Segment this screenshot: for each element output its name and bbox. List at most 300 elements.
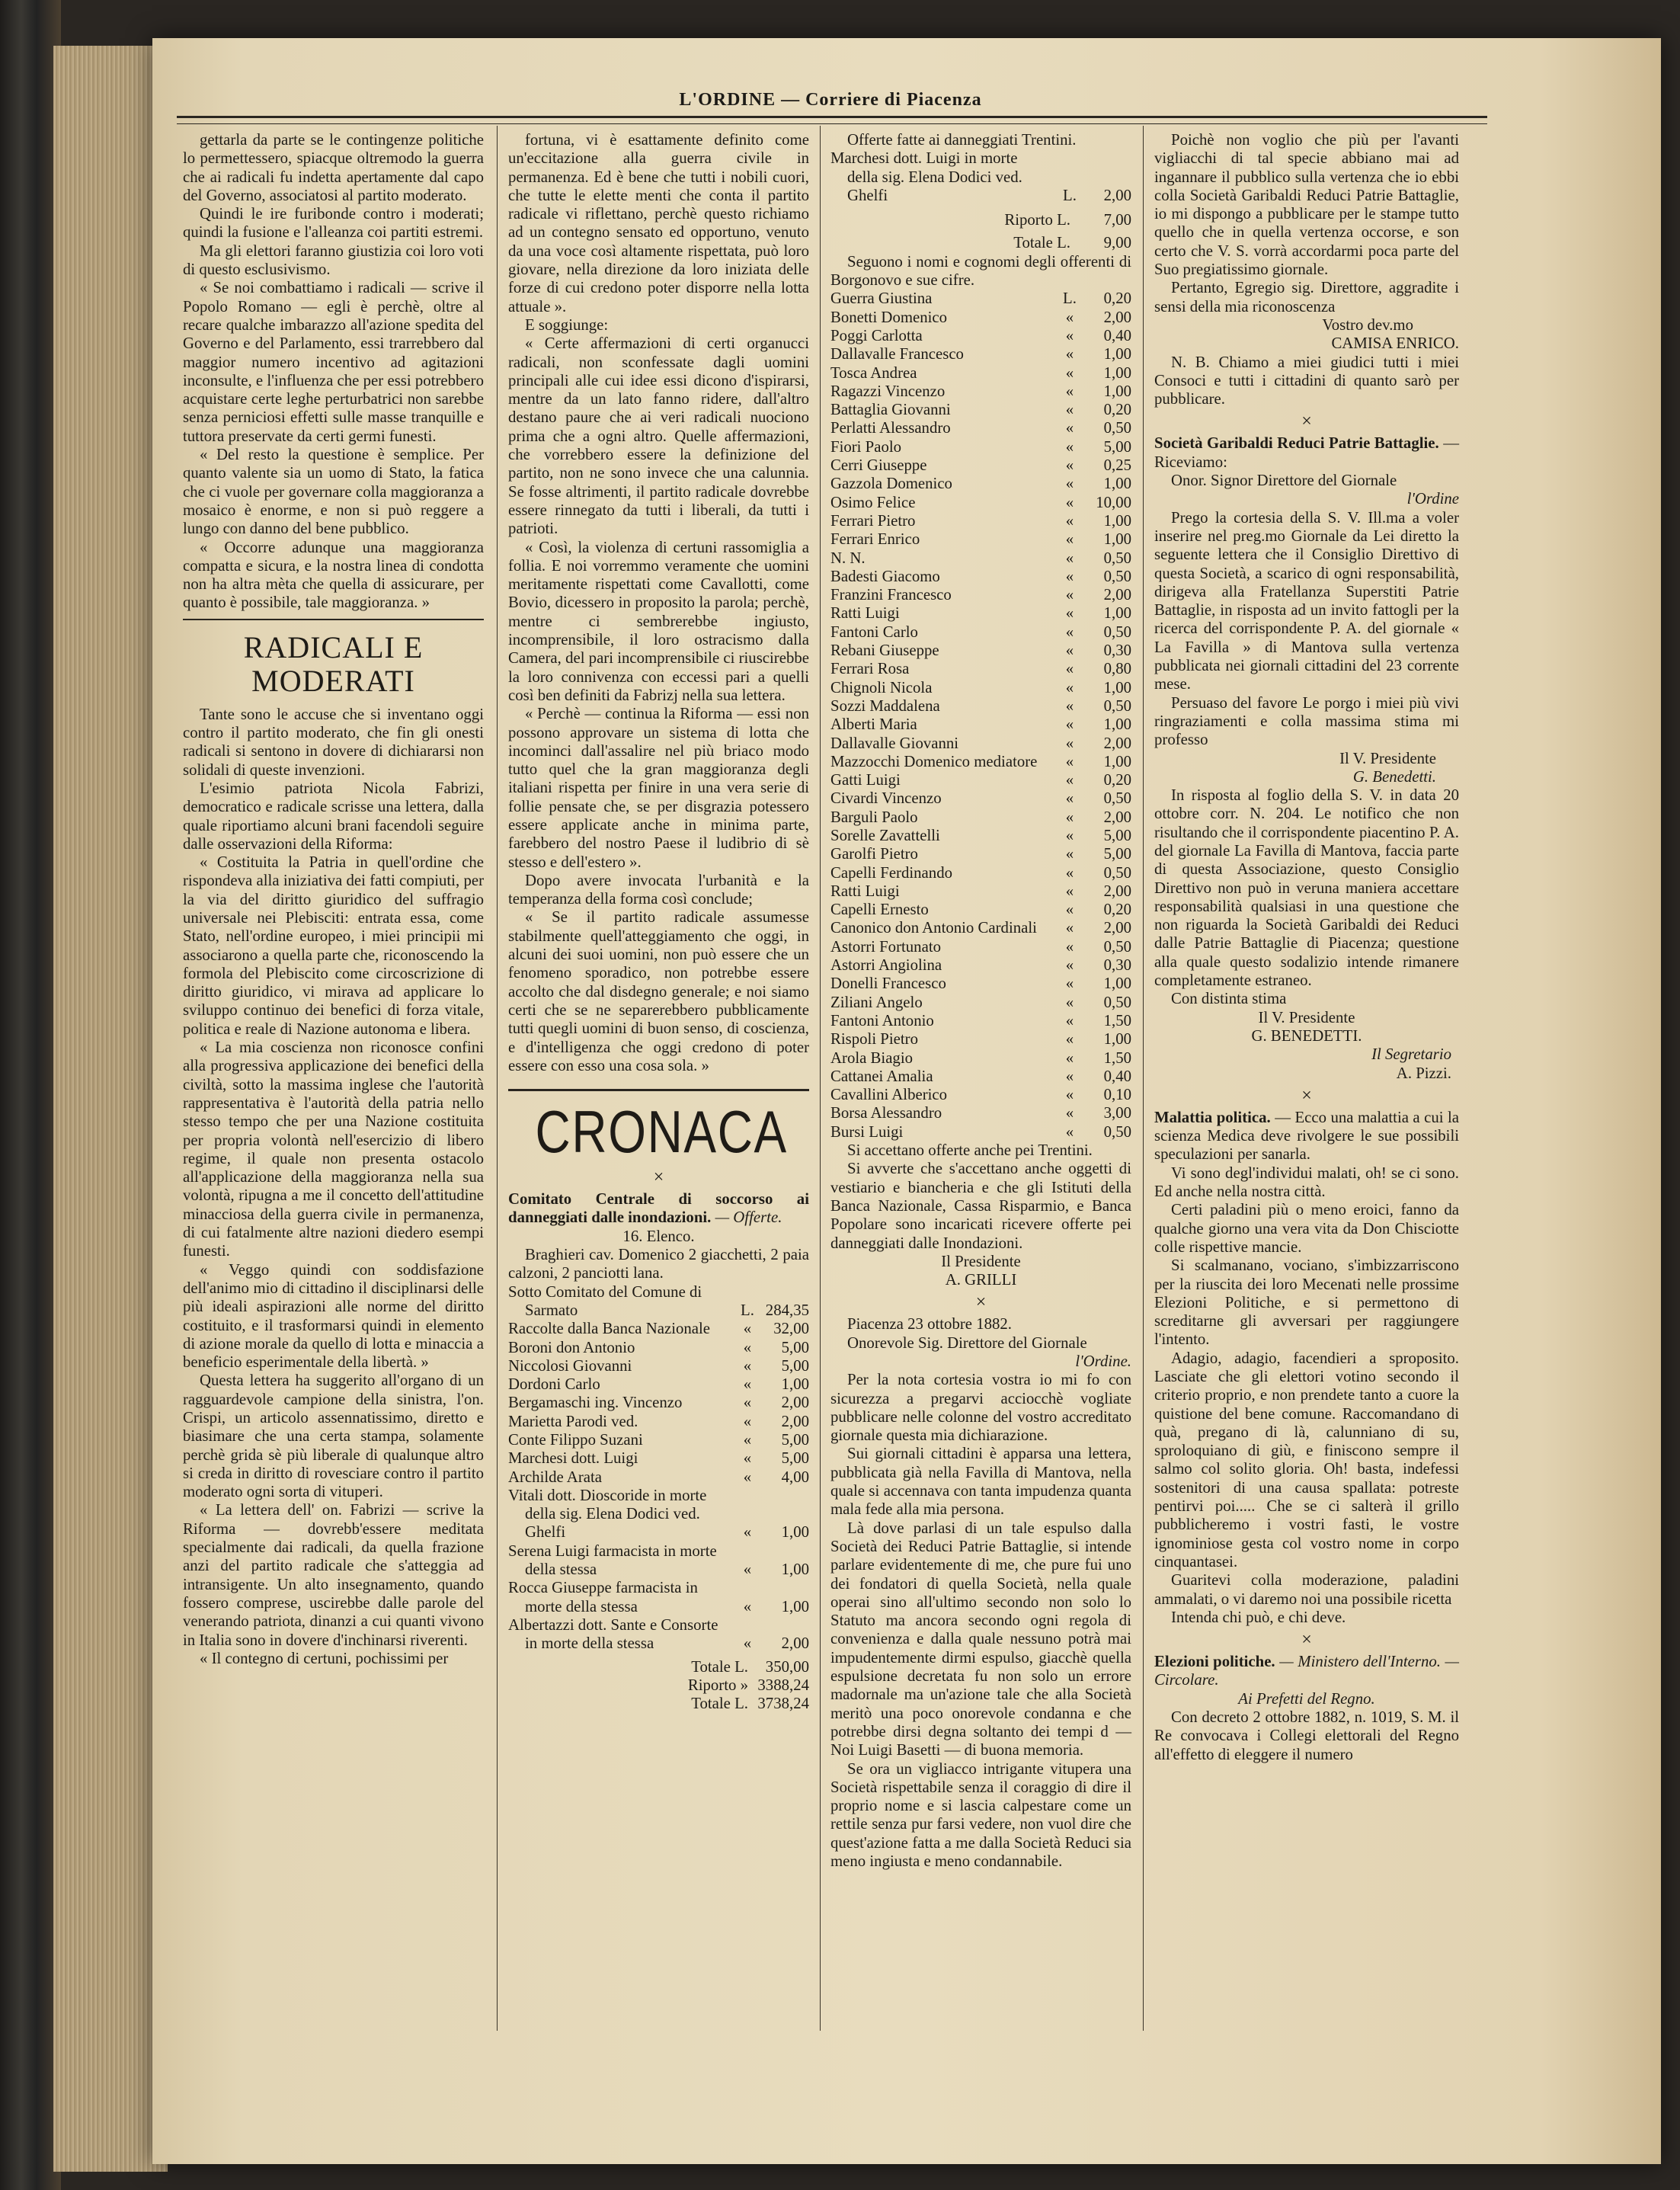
item-name: Perlatti Alessandro [830, 419, 951, 437]
currency-mark: « [1065, 567, 1074, 585]
paragraph: Vi sono degl'individui malati, oh! se ci sono. Ed anche nella nostra città. [1154, 1164, 1459, 1201]
item-amount: 2,00 [1103, 808, 1131, 826]
currency-mark: « [743, 1394, 752, 1412]
totals-list [508, 1658, 809, 1714]
currency-mark: « [743, 1597, 752, 1615]
item-amount: 0,50 [1103, 419, 1131, 437]
column-divider [1143, 126, 1144, 2031]
paragraph: « Occorre adunque una maggioranza compatta e sicura, e la nostra linea di condotta non ha altra mèta che quella di assicurare, per quanto è possibile, tale maggioranza. » [183, 538, 484, 612]
ai-prefetti: Ai Prefetti del Regno. [1238, 1689, 1375, 1708]
item-name: Badesti Giacomo [830, 567, 940, 585]
item-amount: 1,00 [1103, 382, 1131, 400]
nb-note: N. B. Chiamo a miei giudici tutti i miei Consoci e tutti i cittadini di quanto sarò per pubblicare. [1154, 353, 1459, 408]
list-item [830, 383, 1131, 401]
item-name: Fantoni Antonio [830, 1011, 934, 1029]
societa-ordine: l'Ordine [1406, 490, 1459, 508]
list-item [508, 1468, 809, 1487]
list-item [830, 1123, 1131, 1141]
currency-mark: « [743, 1561, 752, 1579]
paragraph: Questa lettera ha suggerito all'organo di un ragguardevole campione della sinistra, l'on. Crispi, un articolo assennatissimo, diretto e biasimare che una certa stampa, solamente perchè grida sè più liberale di qualunque altro si creda in diritto di rovesciare contro il partito moderato ogni sorta di vituperi. [183, 1372, 484, 1501]
list-item [830, 364, 1131, 383]
item-name: Marietta Parodi ved. [508, 1412, 638, 1430]
societa-onor: Onor. Signor Direttore del Giornale [1171, 472, 1397, 490]
currency-mark: « [1065, 956, 1074, 975]
list-item [830, 456, 1131, 475]
item-name: della stessa [525, 1561, 597, 1579]
societa-lead: — Riceviamo: [1154, 434, 1460, 471]
item-amount: 3,00 [1103, 1104, 1131, 1122]
item-amount: 1,50 [1103, 1049, 1131, 1067]
item-amount: 1,00 [781, 1561, 809, 1579]
societa-paragraphs [1154, 509, 1459, 750]
item-amount: 0,20 [1103, 290, 1131, 308]
item-name: Fantoni Carlo [830, 623, 918, 641]
currency-mark: « [1065, 919, 1074, 937]
item-amount: 0,20 [1103, 771, 1131, 789]
item-amount: 5,00 [781, 1449, 809, 1468]
currency-mark: « [1065, 863, 1074, 882]
item-amount: 0,50 [1103, 623, 1131, 641]
currency-mark: « [1065, 752, 1074, 770]
paragraph: Là dove parlasi di un tale espulso dalla Società dei Reduci Patrie Battaglie, si intende parlare evidentemente di me, che pure fui uno dei fondatori di quella Società, nella quale operai sino all'ultimo secondo non solo lo Statuto ma ancora secondo ogni regola di convenienza e dalla quale nessuno potrà mai impudentemente dirmi espulso, giacchè quella espulsione decretata fu non solo un errore madornale ma un'azione tale che alla Società meritò una poco onorevole condanna e che potrebbe dirsi degna soltanto dei tempi d — Noi Luigi Basetti — di buona memoria. [830, 1519, 1131, 1759]
paragraph: E soggiunge: [525, 315, 609, 334]
item-amount: 0,40 [1103, 1067, 1131, 1085]
paragraph: « Certe affermazioni di certi organucci radicali, non sconfessate dagli uomini principali alle cui idee essi dicono d'ispirarsi, mentre da un lato fanno ridere, dall'altro destano paure che ai veri radicali nuociono prima che a ogni altro. Quelle affermazioni, che vorrebbero essere la definizione del partito, non ne sono invece che una calunnia. Se fosse altrimenti, il partito radicale dovrebbe essere rinnegato da tutti i liberali, da tutti i patrioti. [508, 335, 809, 538]
item-amount: 0,80 [1103, 660, 1131, 678]
item-name: Riporto » [687, 1676, 748, 1694]
item-name: Ferrari Pietro [830, 511, 916, 530]
paragraph: Pertanto, Egregio sig. Direttore, aggradite i sensi della mia riconoscenza [1154, 279, 1459, 315]
list-item [830, 568, 1131, 586]
list-item [830, 149, 1131, 168]
item-name: Arola Biagio [830, 1049, 914, 1067]
item-name: N. N. [830, 549, 866, 567]
total-row [508, 1676, 809, 1695]
list-item [830, 604, 1131, 623]
divider [508, 1089, 809, 1091]
item-name: Capelli Ferdinando [830, 863, 952, 882]
currency-mark: « [1065, 1122, 1074, 1141]
col1-top-paragraphs [183, 131, 484, 613]
item-name: Bonetti Domenico [830, 308, 948, 326]
col3-mid-paragraphs [830, 1141, 1131, 1253]
currency-mark: « [743, 1523, 752, 1542]
cross-separator: × [653, 1167, 664, 1188]
item-name: Albertazzi dott. Sante e Consorte [508, 1615, 718, 1634]
cross-separator: × [1301, 1630, 1312, 1651]
item-name: Totale L. [691, 1657, 748, 1676]
item-name: Rocca Giuseppe farmacista in [508, 1579, 698, 1597]
list-item [830, 697, 1131, 716]
item-amount: 1,00 [1103, 1030, 1131, 1049]
item-name: Vitali dott. Dioscoride in morte [508, 1486, 707, 1504]
item-name: Sorelle Zavattelli [830, 826, 940, 844]
list-item [830, 901, 1131, 919]
riporto-label: Riporto L. [1004, 211, 1070, 229]
malattia-heading: Malattia politica. [1154, 1108, 1271, 1126]
item-amount: 0,30 [1103, 956, 1131, 975]
presidente-name: A. GRILLI [945, 1271, 1017, 1289]
item-amount: 5,00 [781, 1338, 809, 1356]
currency-mark: « [1065, 475, 1074, 493]
paragraph: Si accettano offerte anche pei Trentini. [847, 1141, 1093, 1160]
list-item [830, 1068, 1131, 1086]
paragraph: « La lettera dell' on. Fabrizi — scrive la Riforma — dovrebb'essere meditata specialmente dai radicali, da quella frazione anzi del partito radicale che s'atteggia ad intransigente. Un alto insegnamento, quando fossero comprese, uscirebbe dalle parole del venerando patriota, dinanzi a cui quanti vivono in Italia sono in dovere d'inchinarsi riverenti. [183, 1501, 484, 1649]
list-item [830, 1049, 1131, 1068]
paragraph: Ma gli elettori faranno giustizia coi loro voti di questo esclusivismo. [183, 242, 484, 279]
item-name: Niccolosi Giovanni [508, 1356, 632, 1375]
currency-mark: « [1065, 901, 1074, 919]
item-amount: 5,00 [781, 1356, 809, 1375]
currency-mark: « [1065, 642, 1074, 660]
item-amount: 2,00 [1103, 586, 1131, 604]
borgonovo-list [830, 290, 1131, 1141]
item-amount: 1,00 [1103, 678, 1131, 696]
item-amount: 1,50 [1103, 1011, 1131, 1029]
list-item [830, 586, 1131, 604]
list-item [830, 168, 1131, 187]
list-item [830, 530, 1131, 549]
list-item [830, 919, 1131, 937]
paragraph: Per la nota cortesia vostra io mi fo con sicurezza a pregarvi acciocchè vogliate pubblicare nelle colonne del vostro accreditato giornale questa mia dichiarazione. [830, 1371, 1131, 1445]
list-item [508, 1542, 809, 1561]
section-title: RADICALI E MODERATI [243, 629, 424, 698]
item-name: Bergamaschi ing. Vincenzo [508, 1394, 683, 1412]
list-item [830, 1104, 1131, 1122]
segretario-label: Il Segretario [1371, 1045, 1451, 1064]
societa-reply-paragraphs [1154, 786, 1459, 1009]
book-binding [0, 0, 61, 2190]
elenco: 16. Elenco. [622, 1227, 695, 1245]
paragraph: gettarla da parte se le contingenze politiche lo permettessero, spiacque oltremodo la guerra che ai radicali fu indetta apertamente dal capo del Governo, associatosi al partito moderato. [183, 131, 484, 204]
list-item [830, 753, 1131, 771]
list-item [830, 1012, 1131, 1030]
item-amount: 0,50 [1103, 863, 1131, 882]
currency-mark: « [1065, 696, 1074, 715]
list-item [830, 419, 1131, 437]
currency-mark: « [1065, 993, 1074, 1011]
column-3 [830, 131, 1131, 1871]
item-name: Boroni don Antonio [508, 1338, 635, 1356]
item-name: Rispoli Pietro [830, 1030, 918, 1049]
item-amount: 1,00 [1103, 475, 1131, 493]
item-name: Fiori Paolo [830, 437, 902, 456]
paragraph: Tante sono le accuse che si inventano oggi contro il partito moderato, che fin gli onesti radicali si sentono in dovere di dichiararsi non solidali di queste invenzioni. [183, 705, 484, 779]
item-name: Serena Luigi farmacista in morte [508, 1542, 717, 1560]
item-name: Cerri Giuseppe [830, 456, 927, 475]
seguono-note: Seguono i nomi e cognomi degli offerenti di Borgonovo e sue cifre. [830, 252, 1131, 290]
item-amount: 0,25 [1103, 456, 1131, 475]
paragraph: Adagio, adagio, facendieri a sproposito. Lasciate che gli elettori votino secondo il criterio proprio, e non prendete tanto a cuore la quistione del bene comune. Raccomandano di quà, pregano di là, calunniano di su, sproloquiano di giù, e finiscono sempre il salmo col solito gloria. Oh! basta, indefessi sostenitori di una causa spallata: potreste pentirvi poi..... Che se ci salterà il grillo pubblicheremo i vostri fasti, le vostre ignominiose gesta col vostro nome in corpo cinquantasei. [1154, 1349, 1459, 1570]
item-amount: 2,00 [1103, 919, 1131, 937]
currency-mark: « [1065, 937, 1074, 956]
currency-mark: « [743, 1412, 752, 1430]
item-name: Astorri Angiolina [830, 956, 942, 975]
paragraph: « La mia coscienza non riconosce confini alla progressiva applicazione dei benefici della civiltà, sotto la massima inglese che l'autorità rappresentativa è l'autorità della patria nello stesso tempo che per una Nazione costituita per propria volontà nell'esercizio di libero regime, il quale non presenta ostacolo all'applicazione della maggioranza nella sua volontà, ripugna a me il concetto dell'attitudine minacciosa della guerra civile in permanenza, di cui fatalmente altre nazioni diedero esempi funesti. [183, 1039, 484, 1260]
paragraph: Si scalmanano, vociano, s'imbizzarriscono per la riuscita dei loro Mecenati nelle prossime Elezioni Politiche, e si permettono di screditarne gli avversari per raggiungere l'intento. [1154, 1257, 1459, 1349]
item-name: Ratti Luigi [830, 882, 900, 900]
currency-mark: « [743, 1449, 752, 1468]
item-name: Astorri Fortunato [830, 937, 941, 956]
column-divider [820, 126, 821, 2031]
item-name: Alberti Maria [830, 716, 917, 734]
item-name: Civardi Vincenzo [830, 789, 942, 808]
paragraph: Guaritevi colla moderazione, paladini ammalati, o vi daremo noi una possibile ricetta [1154, 1571, 1459, 1608]
item-name: Capelli Ernesto [830, 901, 929, 919]
item-name: Mazzocchi Domenico mediatore [830, 752, 1038, 770]
comitato-sub: — Offerte. [715, 1209, 782, 1227]
item-amount: 2,00 [1103, 186, 1131, 204]
paragraph: « Costituita la Patria in quell'ordine che rispondeva alla iniziativa dei fatti compiuti, per la via del diritto giuridico del suffragio universale nei Plebisciti: entrata essa, come Stato, nell'ordine europeo, i miei principii mi associarono a quella parte che, riconoscendo la formola del Plebiscito come circoscrizione di diritto giuridico, vi mirava ad applicare lo sviluppo continuo dei benefici di forza vitale, politica e reale di Nazione autonoma e libera. [183, 853, 484, 1038]
list-item [508, 1413, 809, 1431]
item-amount: 5,00 [1103, 826, 1131, 844]
list-item [830, 290, 1131, 308]
currency-mark: « [1065, 456, 1074, 475]
cross-separator: × [1301, 411, 1312, 432]
malattia-paragraphs [1154, 1164, 1459, 1627]
item-amount: 5,00 [1103, 437, 1131, 456]
elezioni-paragraphs [1154, 1708, 1459, 1764]
list-item [830, 975, 1131, 993]
item-amount: 1,00 [1103, 752, 1131, 770]
item-name: Marchesi dott. Luigi in morte [830, 149, 1018, 168]
currency-mark: « [1065, 530, 1074, 549]
item-amount: 0,50 [1103, 937, 1131, 956]
cross-separator: × [975, 1292, 987, 1313]
currency-mark: « [1065, 1104, 1074, 1122]
item-name: Ziliani Angelo [830, 993, 923, 1011]
currency-mark: « [1065, 1086, 1074, 1104]
currency-mark: « [1065, 345, 1074, 363]
page-edges [53, 46, 168, 2172]
item-amount: 32,00 [773, 1320, 809, 1338]
item-name: Marchesi dott. Luigi [508, 1449, 638, 1468]
currency-mark: « [1065, 363, 1074, 382]
item-name: Conte Filippo Suzani [508, 1431, 643, 1449]
cronaca-title: CRONACA [535, 1098, 788, 1166]
item-name: Canonico don Antonio Cardinali [830, 919, 1037, 937]
list-item [830, 827, 1131, 845]
item-name: Ragazzi Vincenzo [830, 382, 946, 400]
currency-mark: « [743, 1468, 752, 1486]
currency-mark: « [1065, 419, 1074, 437]
item-name: Borsa Alessandro [830, 1104, 942, 1122]
item-amount: 5,00 [781, 1431, 809, 1449]
currency-mark: « [1065, 1011, 1074, 1029]
vostro: Vostro dev.mo [1322, 315, 1413, 334]
list-item [508, 1598, 809, 1616]
list-item [508, 1634, 809, 1653]
item-name: Poggi Carlotta [830, 326, 923, 344]
salutation: Onorevole Sig. Direttore del Giornale [847, 1334, 1087, 1352]
item-name: Gatti Luigi [830, 771, 901, 789]
item-amount: 1,00 [781, 1375, 809, 1394]
col4-top-paragraphs [1154, 131, 1459, 316]
currency-mark: « [1065, 511, 1074, 530]
item-amount: 0,40 [1103, 326, 1131, 344]
list-item [830, 642, 1131, 660]
braghieri-entry: Braghieri cav. Domenico 2 giacchetti, 2 paia calzoni, 2 panciotti lana. [508, 1246, 809, 1282]
paragraph: « Del resto la questione è semplice. Per quanto valente sia un uomo di Stato, la fatica che ci vuole per governare colla maggioranza a mosaico è enorme, e non si può reggere a lungo con danno del bene pubblico. [183, 446, 484, 538]
item-name: Dallavalle Francesco [830, 345, 964, 363]
item-amount: 2,00 [781, 1412, 809, 1430]
dateline: Piacenza 23 ottobre 1882. [847, 1315, 1012, 1334]
segretario-name: A. Pizzi. [1396, 1064, 1451, 1082]
societa-heading: Società Garibaldi Reduci Patrie Battaglie. [1154, 434, 1439, 453]
list-item [508, 1339, 809, 1357]
item-name: Barguli Paolo [830, 808, 918, 826]
list-item [830, 882, 1131, 901]
col1-bottom-paragraphs [183, 706, 484, 1668]
item-name: Dordoni Carlo [508, 1375, 600, 1394]
riporto-amount: 7,00 [1103, 211, 1131, 229]
currency-mark: « [1065, 604, 1074, 623]
list-item [830, 494, 1131, 512]
list-item [508, 1431, 809, 1449]
paragraph: fortuna, vi è esattamente definito come un'eccitazione alla guerra civile in permanenza. Ed è bene che tutti i nobili cuori, che tutte le elette menti che conta il partito radicale vi riflettano, perchè questo richiamo ad un contegno sensato ed opportuno, venuto da una voce così altamente rispettata, può loro giovare, nella direzione da loro iniziata delle forze di cui credono poter disporre nella lotta attuale ». [508, 131, 809, 315]
item-name: Chignoli Nicola [830, 678, 933, 696]
item-amount: 0,50 [1103, 549, 1131, 567]
item-name: Rebani Giuseppe [830, 642, 939, 660]
item-amount: 2,00 [781, 1394, 809, 1412]
currency-mark: « [1065, 1049, 1074, 1067]
item-name: Ghelfi [525, 1523, 566, 1542]
currency-mark: L. [741, 1301, 754, 1319]
item-amount: 1,00 [781, 1523, 809, 1542]
item-amount: 350,00 [765, 1657, 809, 1676]
paragraph: Sui giornali cittadini è apparsa una lettera, pubblicata già nella Favilla di Mantova, nella quale si accennava con tanta impudenza quanta mala fede alla mia persona. [830, 1445, 1131, 1519]
item-name: della sig. Elena Dodici ved. [525, 1505, 700, 1523]
item-name: Dallavalle Giovanni [830, 734, 959, 752]
paragraph: Con decreto 2 ottobre 1882, n. 1019, S. M. il Re convocava i Collegi elettorali del Regno all'effetto di eleggere il numero [1154, 1708, 1459, 1763]
list-item [830, 549, 1131, 568]
item-amount: 3388,24 [757, 1676, 809, 1694]
list-item [830, 789, 1131, 808]
item-amount: 2,00 [1103, 308, 1131, 326]
currency-mark: « [1065, 382, 1074, 400]
list-item [508, 1616, 809, 1634]
item-amount: 1,00 [1103, 511, 1131, 530]
item-name: Ferrari Rosa [830, 660, 910, 678]
paragraph: « Se il partito radicale assumesse stabilmente quell'atteggiamento che oggi, in alcuni dei suoi uomini, non può essere che un fenomeno sporadico, non potrebbe essere accolto che dal disdegno generale; e noi siamo certi che se ne separerebbero pubblicamente tutti quegli uomini di buon senso, di coscienza, e d'intelligenza che oggi credono di poter essere con esso una cosa sola. » [508, 908, 809, 1074]
list-item [830, 623, 1131, 642]
list-item [508, 1357, 809, 1375]
item-name: in morte della stessa [525, 1634, 654, 1653]
list-item [508, 1320, 809, 1338]
currency-mark: « [1065, 789, 1074, 808]
item-name: Ferrari Enrico [830, 530, 920, 549]
currency-mark: « [1065, 308, 1074, 326]
item-amount: 3738,24 [757, 1695, 809, 1713]
currency-mark: « [1065, 1030, 1074, 1049]
masthead: L'ORDINE — Corriere di Piacenza [679, 90, 982, 110]
col2-top-paragraphs [508, 131, 809, 1075]
item-amount: 2,00 [781, 1634, 809, 1653]
paragraph: Persuaso del favore Le porgo i miei più vivi ringraziamenti e colla massima stima mi professo [1154, 693, 1459, 749]
item-name: morte della stessa [525, 1597, 638, 1615]
donor-list [508, 1283, 809, 1654]
currency-mark: « [1065, 826, 1074, 844]
item-name: Osimo Felice [830, 493, 916, 511]
list-item [830, 187, 1131, 205]
item-amount: 0,50 [1103, 696, 1131, 715]
comitato-heading: Comitato Centrale di soccorso ai danneggiati dalle inondazioni. [508, 1190, 809, 1227]
list-item [830, 345, 1131, 363]
totale-label: Totale L. [1013, 234, 1070, 252]
item-name: Raccolte dalla Banca Nazionale [508, 1320, 711, 1338]
item-name: Battaglia Giovanni [830, 401, 951, 419]
list-item [830, 660, 1131, 678]
paragraph: L'esimio patriota Nicola Fabrizi, democratico e radicale scrisse una lettera, dalla quale riportiamo alcuni brani facendoli seguire dalle osservazioni della Riforma: [183, 779, 484, 853]
item-amount: 2,00 [1103, 882, 1131, 900]
paragraph: « Se noi combattiamo i radicali — scrive il Popolo Romano — egli è perchè, oltre al recare qualche imbarazzo all'azione spedita del Governo e del Parlamento, essi trarrebbero dal maggior numero incentivo ad agitazioni inconsulte, e l'influenza che per essi potrebbero acquistare certe leghe perturbatrici non sarebbe senza perniciosi effetti sulle masse tranquille e tuttora preservate da certi germi funesti. [183, 279, 484, 445]
offerte-top-list [830, 149, 1131, 205]
list-item [508, 1523, 809, 1542]
item-name: Guerra Giustina [830, 290, 933, 308]
paragraph: Quindi le ire furibonde contro i moderati; quindi la fusione e l'alleanza coi partiti estremi. [183, 205, 484, 242]
currency-mark: « [1065, 623, 1074, 641]
item-amount: 2,00 [1103, 734, 1131, 752]
list-item [830, 309, 1131, 327]
item-amount: 0,50 [1103, 567, 1131, 585]
vp-name: G. Benedetti. [1352, 767, 1436, 786]
currency-mark: « [1065, 660, 1074, 678]
currency-mark: « [1065, 549, 1074, 567]
list-item [830, 327, 1131, 345]
item-amount: 1,00 [1103, 975, 1131, 993]
paragraph: In risposta al foglio della S. V. in data 20 ottobre corr. N. 204. Le notifico che non risultando che il corrispondente piacentino P. A. del giornale La Favilla di Mantova, faccia parte di questa Associazione, questo Consiglio Direttivo non può in veruna maniera accettare responsabilità qualsiasi in una questione che non riguarda la Società Garibaldi dei Reduci dalle Patrie Battaglie di Piacenza; questione alla quale questo sodalizio intende rimanere completamente estraneo. [1154, 786, 1459, 990]
currency-mark: L. [1063, 290, 1077, 308]
paragraph: Con distinta stima [1171, 990, 1287, 1008]
column-2 [508, 131, 809, 1713]
totale-row [830, 234, 1131, 252]
list-item [508, 1487, 809, 1505]
item-amount: 1,00 [1103, 716, 1131, 734]
list-item [830, 716, 1131, 734]
paragraph: Certi paladini più o meno eroici, fanno da qualche giorno una vera vita da Don Chisciotte colle rispettive mancie. [1154, 1201, 1459, 1256]
list-item [508, 1283, 809, 1302]
list-item [830, 808, 1131, 827]
item-amount: 0,50 [1103, 993, 1131, 1011]
column-1 [183, 131, 484, 1668]
currency-mark: « [743, 1431, 752, 1449]
item-amount: 0,20 [1103, 901, 1131, 919]
list-item [830, 845, 1131, 863]
elezioni-lead: — Ministero dell'Interno. — Circolare. [1154, 1653, 1459, 1689]
col3-bottom-paragraphs [830, 1371, 1131, 1871]
totale-amount: 9,00 [1103, 234, 1131, 252]
divider [183, 619, 484, 620]
currency-mark: « [743, 1338, 752, 1356]
currency-mark: « [1065, 401, 1074, 419]
list-item [508, 1579, 809, 1597]
item-amount: 10,00 [1096, 493, 1131, 511]
vp-label-2: Il V. Presidente [1258, 1008, 1355, 1026]
item-name: Sotto Comitato del Comune di [508, 1282, 702, 1301]
item-amount: 4,00 [781, 1468, 809, 1486]
item-amount: 1,00 [1103, 530, 1131, 549]
list-item [830, 1030, 1131, 1049]
currency-mark: « [1065, 845, 1074, 863]
list-item [830, 735, 1131, 753]
item-name: Franzini Francesco [830, 586, 952, 604]
paragraph: Poichè non voglio che più per l'avanti vigliacchi di tal specie abbiano mai ad ingannare il pubblico sulla vertenza che io ebbi colla Società Garibaldi Reduci Patrie Battaglie, io mi dispongo a pubblicare per le stampe tutto quello che in quella vertenza occorse, e son certo che V. S. vorrà accordarmi poca parte del Suo pregiatissimo giornale. [1154, 131, 1459, 279]
item-amount: 0,50 [1103, 1122, 1131, 1141]
salutation-ordine: l'Ordine. [1075, 1353, 1131, 1370]
list-item [830, 938, 1131, 956]
paragraph: Se ora un vigliacco intrigante vitupera una Società rispettabile senza il coraggio di dire il proprio nome e si lascia calpestare come un rettile senza pur farsi vedere, non vuol dire che quest'azione fatta a me dalla Società Reduci sia meno ingiusta e meno condannabile. [830, 1759, 1131, 1871]
offerte-intro: Offerte fatte ai danneggiati Trentini. [847, 131, 1077, 149]
